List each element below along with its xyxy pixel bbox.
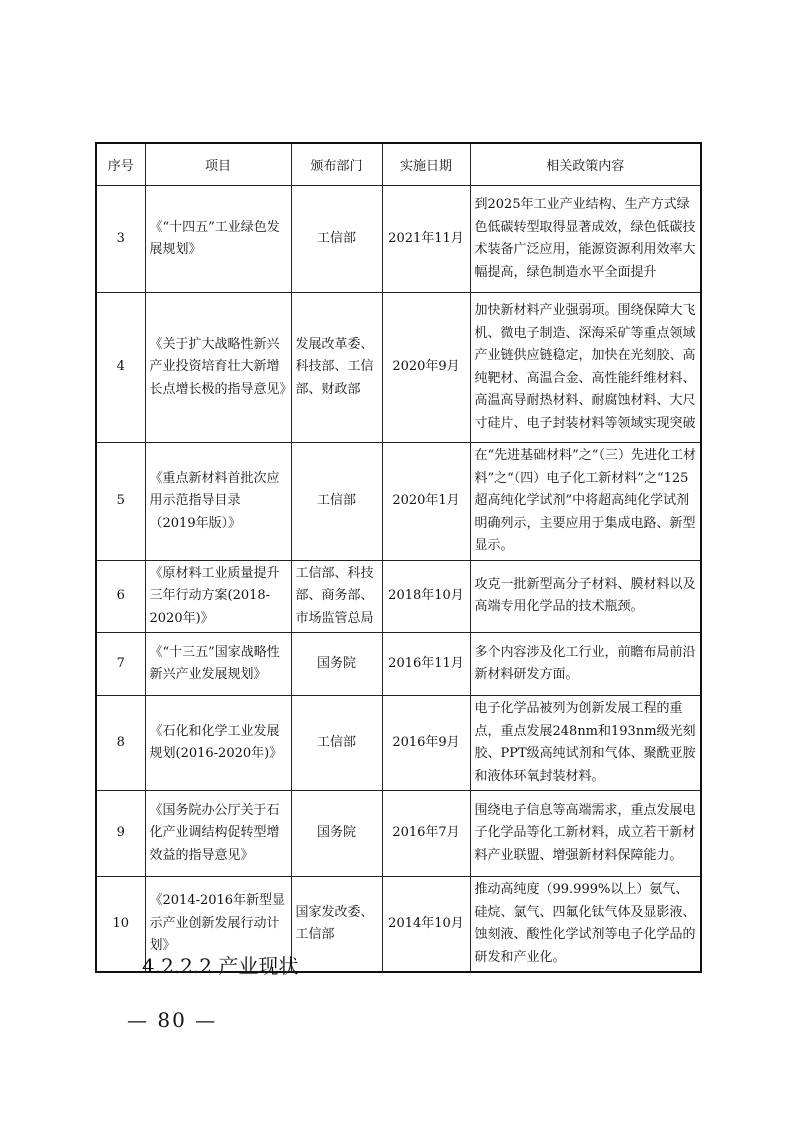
row-no: 5 (96, 443, 145, 561)
row-dept: 工信部 (291, 186, 382, 293)
row-name: 《石化和化学工业发展规划(2016-2020年)》 (145, 696, 291, 791)
row-content: 推动高纯度（99.999%以上）氨气、硅烷、氯气、四氟化钛气体及显影液、蚀刻液、酸性化学试剂等电子化学品的研发和产业化。 (470, 877, 701, 973)
row-content: 电子化学品被列为创新发展工程的重点，重点发展248nm和193nm级光刻胶、PPT级高纯试剂和气体、聚酰亚胺和液体环氧封装材料。 (470, 696, 701, 791)
row-name: 《重点新材料首批次应用示范指导目录（2019年版）》 (145, 443, 291, 561)
row-date: 2020年9月 (382, 293, 470, 443)
policy-table (95, 142, 702, 973)
table-header-row (96, 143, 701, 186)
row-date: 2018年10月 (382, 560, 470, 633)
row-dept: 国务院 (291, 791, 382, 877)
header-dept: 颁布部门 (291, 143, 382, 186)
table-row (96, 293, 701, 443)
row-date: 2016年9月 (382, 696, 470, 791)
row-dept: 国务院 (291, 633, 382, 696)
row-no: 9 (96, 791, 145, 877)
row-date: 2014年10月 (382, 877, 470, 973)
row-no: 6 (96, 560, 145, 633)
row-content: 围绕电子信息等高端需求，重点发展电子化学品等化工新材料，成立若干新材料产业联盟、增强新材料保障能力。 (470, 791, 701, 877)
row-name: 《原材料工业质量提升三年行动方案(2018-2020年)》 (145, 560, 291, 633)
row-no: 7 (96, 633, 145, 696)
row-name: 《国务院办公厅关于石化产业调结构促转型增效益的指导意见》 (145, 791, 291, 877)
row-no: 4 (96, 293, 145, 443)
row-name: 《“十三五”国家战略性新兴产业发展规划》 (145, 633, 291, 696)
table-row (96, 186, 701, 293)
row-date: 2016年11月 (382, 633, 470, 696)
row-content: 到2025年工业产业结构、生产方式绿色低碳转型取得显著成效，绿色低碳技术装备广泛应用，能源资源利用效率大幅提高，绿色制造水平全面提升 (470, 186, 701, 293)
row-date: 2021年11月 (382, 186, 470, 293)
row-name: 《2014-2016年新型显示产业创新发展行动计划》 (145, 877, 291, 973)
row-content: 攻克一批新型高分子材料、膜材料以及高端专用化学品的技术瓶颈。 (470, 560, 701, 633)
table-row (96, 696, 701, 791)
table-row (96, 791, 701, 877)
row-dept: 工信部 (291, 696, 382, 791)
row-dept: 工信部 (291, 443, 382, 561)
header-date: 实施日期 (382, 143, 470, 186)
row-content: 多个内容涉及化工行业，前瞻布局前沿新材料研发方面。 (470, 633, 701, 696)
row-no: 8 (96, 696, 145, 791)
row-dept: 国家发改委、工信部 (291, 877, 382, 973)
row-date: 2016年7月 (382, 791, 470, 877)
row-no: 10 (96, 877, 145, 973)
page-number: — 80 — (127, 1008, 218, 1032)
row-dept: 发展改革委、科技部、工信部、财政部 (291, 293, 382, 443)
section-heading: 4.2.2.2 产业现状 (142, 954, 299, 978)
table-row (96, 560, 701, 633)
row-name: 《“十四五”工业绿色发展规划》 (145, 186, 291, 293)
row-content: 在“先进基础材料”之“（三）先进化工材料”之“（四）电子化工新材料”之“125超高纯化学试剂”中将超高纯化学试剂明确列示，主要应用于集成电路、新型显示。 (470, 443, 701, 561)
header-no: 序号 (96, 143, 145, 186)
table-row (96, 443, 701, 561)
row-content: 加快新材料产业强弱项。围绕保障大飞机、微电子制造、深海采矿等重点领域产业链供应链稳定，加快在光刻胶、高纯靶材、高温合金、高性能纤维材料、高温高导耐热材料、耐腐蚀材料、大尺寸硅片、电子封装材料等领域实现突破 (470, 293, 701, 443)
row-name: 《关于扩大战略性新兴产业投资培育壮大新增长点增长极的指导意见》 (145, 293, 291, 443)
header-content: 相关政策内容 (470, 143, 701, 186)
row-dept: 工信部、科技部、商务部、市场监管总局 (291, 560, 382, 633)
row-date: 2020年1月 (382, 443, 470, 561)
row-no: 3 (96, 186, 145, 293)
header-name: 项目 (145, 143, 291, 186)
table-row (96, 633, 701, 696)
